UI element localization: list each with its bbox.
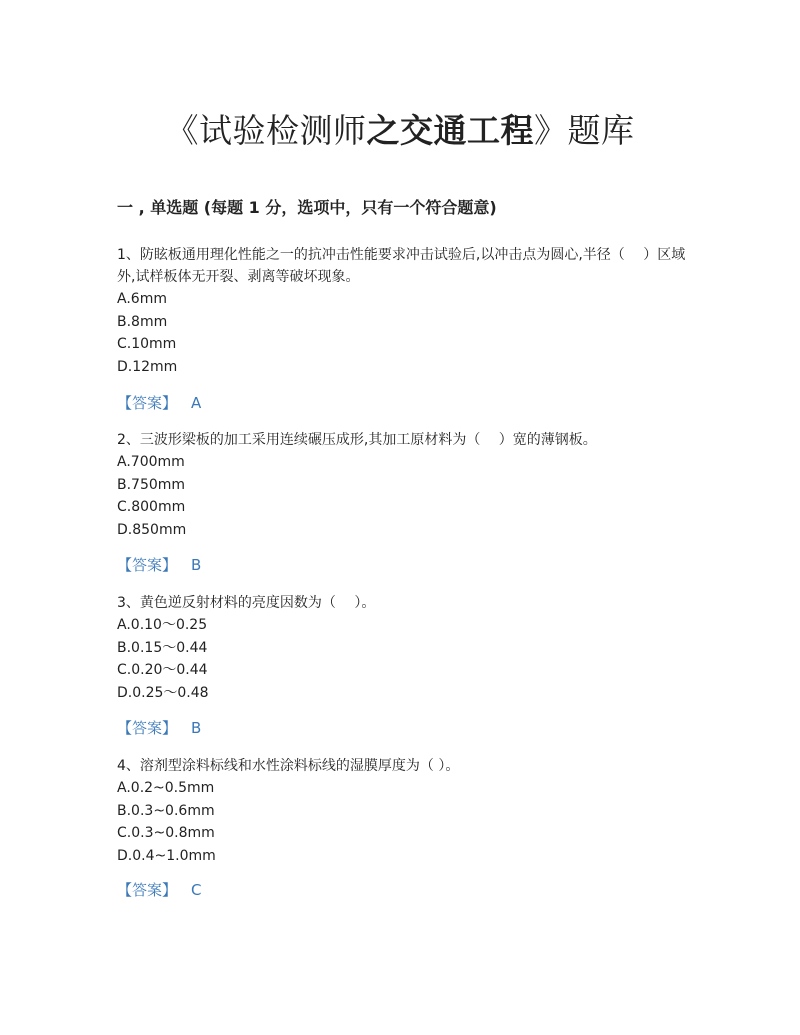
section-heading: 一 , 单选题 (每题 1 分，选项中，只有一个符合题意) — [117, 198, 497, 217]
question-2-option-a: A.700mm — [117, 454, 185, 470]
title-part-1: 《试验检测师 — [165, 111, 367, 150]
question-1-option-c: C.10mm — [117, 336, 177, 352]
document-title — [0, 108, 800, 154]
question-1-text: 1、防眩板通用理化性能之一的抗冲击性能要求冲击试验后,以冲击点为圆心,半径（ ）区域外,试样板体无开裂、剥离等破坏现象。 — [117, 247, 686, 285]
question-4-option-a: A.0.2~0.5mm — [117, 780, 215, 796]
title-part-3: 》题库 — [534, 111, 635, 150]
question-4-answer — [117, 879, 202, 901]
question-3-option-d: D.0.25～0.48 — [117, 684, 209, 701]
question-1-option-d: D.12mm — [117, 358, 178, 375]
answer-label: 【答案】 — [117, 881, 178, 899]
question-1-option-b: B.8mm — [117, 313, 168, 330]
question-2-option-c: C.800mm — [117, 499, 186, 515]
answer-value: B — [191, 556, 202, 574]
question-2-text: 2、三波形梁板的加工采用连续碾压成形,其加工原材料为（ ）宽的薄钢板。 — [117, 432, 597, 448]
question-4-option-b: B.0.3~0.6mm — [117, 802, 215, 819]
question-2-option-d: D.850mm — [117, 521, 187, 538]
question-2-option-b: B.750mm — [117, 476, 186, 493]
answer-value: C — [191, 881, 202, 899]
question-2-answer — [117, 554, 201, 576]
question-3-option-b: B.0.15～0.44 — [117, 639, 208, 656]
title-part-2: 之交通工程 — [366, 111, 534, 150]
answer-value: B — [191, 719, 202, 737]
answer-label: 【答案】 — [117, 556, 178, 574]
question-3-text: 3、黄色逆反射材料的亮度因数为（ ）。 — [117, 595, 376, 611]
question-4-option-d: D.0.4~1.0mm — [117, 847, 216, 864]
question-4-text: 4、溶剂型涂料标线和水性涂料标线的湿膜厚度为（ ）。 — [117, 758, 460, 774]
question-1 — [117, 244, 687, 378]
answer-label: 【答案】 — [117, 719, 178, 737]
question-1-option-a: A.6mm — [117, 291, 167, 307]
question-3-option-a: A.0.10～0.25 — [117, 617, 208, 633]
question-1-answer — [117, 392, 201, 414]
question-2 — [117, 429, 687, 541]
answer-value: A — [191, 394, 202, 412]
question-3-answer — [117, 717, 201, 739]
question-3 — [117, 592, 687, 704]
answer-label: 【答案】 — [117, 394, 178, 412]
question-3-option-c: C.0.20～0.44 — [117, 662, 208, 678]
question-4 — [117, 755, 687, 867]
question-4-option-c: C.0.3~0.8mm — [117, 825, 215, 841]
